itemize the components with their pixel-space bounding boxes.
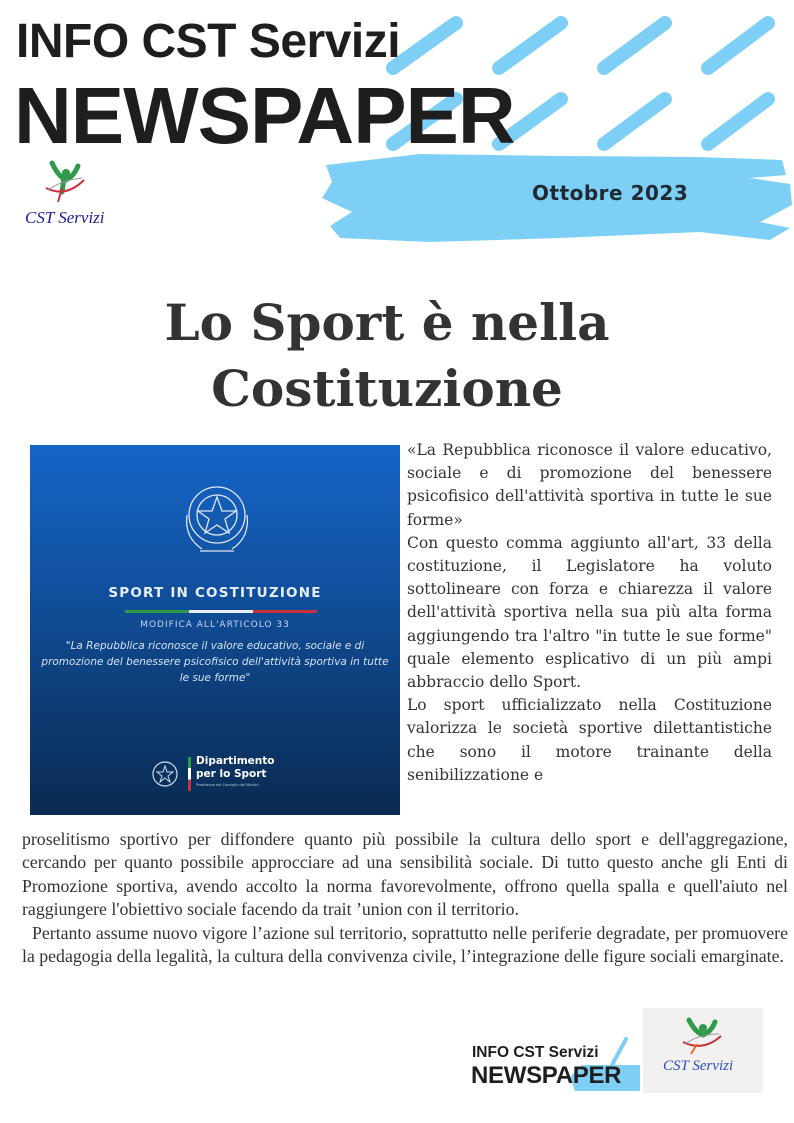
sport-in-costituzione-image <box>30 445 400 815</box>
masthead-title: INFO CST Servizi <box>16 15 401 68</box>
footer-masthead-logo <box>470 1035 640 1095</box>
article-paragraph: proselitismo sportivo per diffondere quanto più possibile la cultura dello sport e dell'aggregazione, cercando per quanto possibile approcciare ad una sensibilità sociale. Di tutto questo anche gli Enti di Promozione sportiva, avendo accolto la norma favorevolmente, offrono quella spalla e quell'aiuto nel raggiungere l'obiettivo sociale facendo da trait ’union con il territorio. <box>22 829 788 920</box>
footer-newspaper: NEWSPAPER <box>471 1062 622 1089</box>
dipartimento-sport-logo <box>150 755 300 795</box>
department-name: Dipartimento per lo Sport <box>196 755 275 780</box>
article-headline <box>0 290 794 422</box>
footer-cst-logo <box>643 1008 763 1093</box>
headline-line-2: Costituzione <box>211 359 563 418</box>
image-quote: "La Repubblica riconosce il valore educativo, sociale e di promozione del benessere psicofisico dell'attività sportiva in tutte le sue forme" <box>41 640 389 684</box>
image-subtitle: MODIFICA ALL'ARTICOLO 33 <box>140 620 290 630</box>
article-paragraph: Lo sport ufficializzato nella Costituzione valorizza le società sportive dilettantistiche che sono il motore trainante della senibilizzatione e <box>407 696 772 784</box>
department-subtitle: Presidenza del Consiglio dei Ministri <box>196 783 259 787</box>
article-body-full-width <box>22 828 788 968</box>
article-paragraph: Pertanto assume nuovo vigore l’azione sul territorio, soprattutto nelle periferie degradate, per promuovere la pedagogia della legalità, la cultura della convivenza civile, l’integrazione delle figure sociali emarginate. <box>22 922 788 967</box>
tricolor-bar <box>188 757 191 791</box>
article-paragraph: Con questo comma aggiunto all'art, 33 della costituzione, il Legislatore ha voluto sottolineare con forza e chiarezza il valore dell'attività sportiva nella sua più alta forma aggiungendo tra l'altro "in tutte le sue forme" quale elemento esplicativo di un più ampi abbraccio dello Sport. <box>407 533 772 692</box>
article-quote-paragraph: «La Repubblica riconosce il valore educativo, sociale e di promozione del benessere psicofisico dell'attività sportiva in tutte le sue forme» <box>407 441 772 529</box>
italian-emblem-icon <box>172 475 262 560</box>
dept-emblem-icon <box>150 759 180 789</box>
image-title: SPORT IN COSTITUZIONE <box>108 585 322 601</box>
logo-text: CST Servizi <box>25 208 105 227</box>
masthead-newspaper: NEWSPAPER <box>14 71 515 160</box>
athlete-icon <box>22 158 122 208</box>
footer-title: INFO CST Servizi <box>472 1044 599 1061</box>
issue-date: Ottobre 2023 <box>532 181 689 205</box>
athlete-icon <box>673 1016 733 1058</box>
headline-line-1: Lo Sport è nella <box>164 293 610 352</box>
cst-servizi-logo <box>22 158 122 234</box>
tricolor-rule <box>125 610 317 613</box>
article-body-right-column <box>407 439 772 787</box>
footer-logo-text: CST Servizi <box>663 1058 734 1074</box>
